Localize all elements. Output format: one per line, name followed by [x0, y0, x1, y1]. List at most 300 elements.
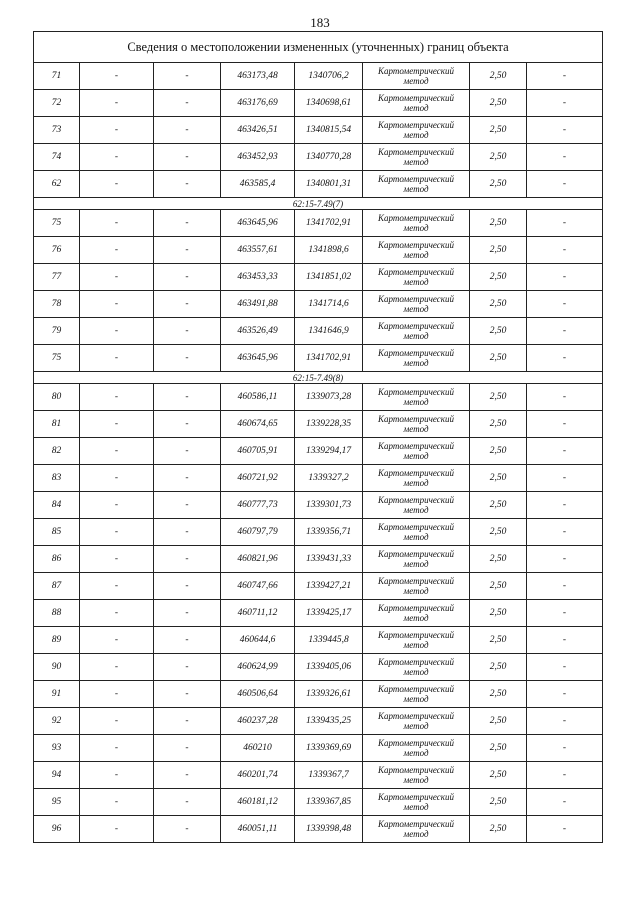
table-row: [34, 762, 603, 789]
accuracy-cell: 2,50: [470, 90, 527, 117]
coordinate-y-cell: 1341702,91: [295, 345, 363, 372]
old-x-cell: -: [80, 681, 154, 708]
method-cell: [363, 318, 470, 345]
method-line-1: Картометрический: [377, 576, 454, 586]
old-x-cell: -: [80, 627, 154, 654]
table-row: [34, 600, 603, 627]
method-cell: [363, 546, 470, 573]
method-cell: [363, 708, 470, 735]
method-line-2: метод: [403, 277, 429, 287]
old-x-cell: -: [80, 816, 154, 843]
point-number-cell: 85: [34, 519, 80, 546]
method-line-2: метод: [403, 358, 429, 368]
point-number-cell: 91: [34, 681, 80, 708]
accuracy-cell: 2,50: [470, 291, 527, 318]
old-y-cell: -: [154, 627, 221, 654]
section-row: [34, 372, 603, 384]
accuracy-cell: 2,50: [470, 345, 527, 372]
coordinate-x-cell: 463557,61: [221, 237, 295, 264]
method-line-2: метод: [403, 478, 429, 488]
coordinate-y-cell: 1339435,25: [295, 708, 363, 735]
description-cell: -: [527, 237, 603, 264]
point-number-cell: 72: [34, 90, 80, 117]
old-y-cell: -: [154, 264, 221, 291]
coordinate-x-cell: 460721,92: [221, 465, 295, 492]
section-row: [34, 198, 603, 210]
old-x-cell: -: [80, 546, 154, 573]
method-line-1: Картометрический: [377, 240, 454, 250]
method-cell: [363, 735, 470, 762]
point-number-cell: 79: [34, 318, 80, 345]
accuracy-cell: 2,50: [470, 681, 527, 708]
method-line-1: Картометрический: [377, 441, 454, 451]
point-number-cell: 82: [34, 438, 80, 465]
method-cell: [363, 789, 470, 816]
table-row: [34, 237, 603, 264]
accuracy-cell: 2,50: [470, 411, 527, 438]
table-row: [34, 345, 603, 372]
coordinate-y-cell: 1339398,48: [295, 816, 363, 843]
old-x-cell: -: [80, 318, 154, 345]
point-number-cell: 71: [34, 63, 80, 90]
description-cell: -: [527, 438, 603, 465]
method-line-2: метод: [403, 331, 429, 341]
coordinate-y-cell: 1340770,28: [295, 144, 363, 171]
point-number-cell: 75: [34, 210, 80, 237]
method-line-2: метод: [403, 505, 429, 515]
method-line-1: Картометрический: [377, 522, 454, 532]
method-cell: [363, 264, 470, 291]
old-y-cell: -: [154, 465, 221, 492]
point-number-cell: 76: [34, 237, 80, 264]
description-cell: -: [527, 210, 603, 237]
accuracy-cell: 2,50: [470, 708, 527, 735]
table-title-row: [34, 32, 603, 63]
method-line-1: Картометрический: [377, 348, 454, 358]
method-line-2: метод: [403, 613, 429, 623]
old-x-cell: -: [80, 345, 154, 372]
coordinate-x-cell: 463645,96: [221, 210, 295, 237]
old-x-cell: -: [80, 411, 154, 438]
coordinate-x-cell: 460210: [221, 735, 295, 762]
point-number-cell: 62: [34, 171, 80, 198]
method-line-2: метод: [403, 748, 429, 758]
point-number-cell: 96: [34, 816, 80, 843]
boundary-coordinates-table: [33, 31, 603, 843]
old-x-cell: -: [80, 465, 154, 492]
old-y-cell: -: [154, 171, 221, 198]
method-line-1: Картометрический: [377, 147, 454, 157]
table-row: [34, 627, 603, 654]
coordinate-y-cell: 1340706,2: [295, 63, 363, 90]
table-row: [34, 573, 603, 600]
point-number-cell: 74: [34, 144, 80, 171]
method-line-1: Картометрический: [377, 66, 454, 76]
old-y-cell: -: [154, 708, 221, 735]
accuracy-cell: 2,50: [470, 816, 527, 843]
method-line-2: метод: [403, 424, 429, 434]
description-cell: -: [527, 345, 603, 372]
method-cell: [363, 681, 470, 708]
accuracy-cell: 2,50: [470, 654, 527, 681]
old-y-cell: -: [154, 345, 221, 372]
description-cell: -: [527, 492, 603, 519]
method-cell: [363, 438, 470, 465]
old-x-cell: -: [80, 492, 154, 519]
method-cell: [363, 465, 470, 492]
method-line-2: метод: [403, 532, 429, 542]
old-x-cell: -: [80, 237, 154, 264]
method-line-2: метод: [403, 451, 429, 461]
old-x-cell: -: [80, 438, 154, 465]
description-cell: -: [527, 627, 603, 654]
table-row: [34, 735, 603, 762]
description-cell: -: [527, 546, 603, 573]
coordinate-y-cell: 1339356,71: [295, 519, 363, 546]
accuracy-cell: 2,50: [470, 519, 527, 546]
point-number-cell: 84: [34, 492, 80, 519]
method-line-1: Картометрический: [377, 414, 454, 424]
point-number-cell: 94: [34, 762, 80, 789]
description-cell: -: [527, 465, 603, 492]
table-row: [34, 144, 603, 171]
table-row: [34, 789, 603, 816]
coordinate-x-cell: 460051,11: [221, 816, 295, 843]
description-cell: -: [527, 600, 603, 627]
description-cell: -: [527, 90, 603, 117]
coordinate-x-cell: 460624,99: [221, 654, 295, 681]
coordinate-y-cell: 1339445,8: [295, 627, 363, 654]
method-cell: [363, 492, 470, 519]
table-row: [34, 117, 603, 144]
description-cell: -: [527, 171, 603, 198]
point-number-cell: 90: [34, 654, 80, 681]
table-row: [34, 519, 603, 546]
old-x-cell: -: [80, 762, 154, 789]
coordinate-y-cell: 1339405,06: [295, 654, 363, 681]
method-line-2: метод: [403, 157, 429, 167]
point-number-cell: 83: [34, 465, 80, 492]
method-cell: [363, 144, 470, 171]
description-cell: -: [527, 318, 603, 345]
description-cell: -: [527, 144, 603, 171]
old-y-cell: -: [154, 762, 221, 789]
old-x-cell: -: [80, 735, 154, 762]
old-x-cell: -: [80, 210, 154, 237]
coordinate-x-cell: 460201,74: [221, 762, 295, 789]
method-cell: [363, 291, 470, 318]
coordinate-y-cell: 1340815,54: [295, 117, 363, 144]
table-row: [34, 318, 603, 345]
method-line-2: метод: [403, 103, 429, 113]
point-number-cell: 95: [34, 789, 80, 816]
old-y-cell: -: [154, 600, 221, 627]
method-cell: [363, 654, 470, 681]
method-line-2: метод: [403, 223, 429, 233]
coordinate-y-cell: 1339369,69: [295, 735, 363, 762]
old-y-cell: -: [154, 210, 221, 237]
method-line-2: метод: [403, 130, 429, 140]
old-x-cell: -: [80, 573, 154, 600]
accuracy-cell: 2,50: [470, 63, 527, 90]
point-number-cell: 75: [34, 345, 80, 372]
old-x-cell: -: [80, 171, 154, 198]
description-cell: -: [527, 519, 603, 546]
coordinate-x-cell: 463585,4: [221, 171, 295, 198]
method-cell: [363, 573, 470, 600]
method-line-1: Картометрический: [377, 711, 454, 721]
old-x-cell: -: [80, 789, 154, 816]
section-label: 62:15-7.49(8): [34, 372, 603, 384]
point-number-cell: 81: [34, 411, 80, 438]
accuracy-cell: 2,50: [470, 144, 527, 171]
coordinate-y-cell: 1339367,7: [295, 762, 363, 789]
old-y-cell: -: [154, 237, 221, 264]
method-line-1: Картометрический: [377, 684, 454, 694]
old-x-cell: -: [80, 291, 154, 318]
old-x-cell: -: [80, 654, 154, 681]
old-y-cell: -: [154, 681, 221, 708]
coordinate-x-cell: 460586,11: [221, 384, 295, 411]
method-line-2: метод: [403, 559, 429, 569]
coordinate-x-cell: 460506,64: [221, 681, 295, 708]
table-row: [34, 492, 603, 519]
method-line-2: метод: [403, 304, 429, 314]
table-row: [34, 90, 603, 117]
table-body: [34, 32, 603, 843]
point-number-cell: 89: [34, 627, 80, 654]
coordinate-x-cell: 460797,79: [221, 519, 295, 546]
old-y-cell: -: [154, 546, 221, 573]
coordinate-y-cell: 1341702,91: [295, 210, 363, 237]
method-line-2: метод: [403, 76, 429, 86]
coordinate-x-cell: 463645,96: [221, 345, 295, 372]
accuracy-cell: 2,50: [470, 318, 527, 345]
coordinate-y-cell: 1341646,9: [295, 318, 363, 345]
coordinate-x-cell: 460821,96: [221, 546, 295, 573]
description-cell: -: [527, 264, 603, 291]
method-line-2: метод: [403, 586, 429, 596]
old-x-cell: -: [80, 519, 154, 546]
coordinate-x-cell: 460237,28: [221, 708, 295, 735]
coordinate-y-cell: 1339301,73: [295, 492, 363, 519]
old-x-cell: -: [80, 600, 154, 627]
coordinate-y-cell: 1339425,17: [295, 600, 363, 627]
method-line-1: Картометрический: [377, 93, 454, 103]
old-x-cell: -: [80, 384, 154, 411]
coordinate-x-cell: 460181,12: [221, 789, 295, 816]
description-cell: -: [527, 735, 603, 762]
method-cell: [363, 90, 470, 117]
old-y-cell: -: [154, 411, 221, 438]
accuracy-cell: 2,50: [470, 384, 527, 411]
old-y-cell: -: [154, 492, 221, 519]
description-cell: -: [527, 762, 603, 789]
point-number-cell: 80: [34, 384, 80, 411]
description-cell: -: [527, 291, 603, 318]
old-y-cell: -: [154, 735, 221, 762]
point-number-cell: 92: [34, 708, 80, 735]
method-line-1: Картометрический: [377, 174, 454, 184]
coordinate-x-cell: 463491,88: [221, 291, 295, 318]
coordinate-x-cell: 463176,69: [221, 90, 295, 117]
coordinate-x-cell: 460747,66: [221, 573, 295, 600]
method-line-2: метод: [403, 667, 429, 677]
accuracy-cell: 2,50: [470, 438, 527, 465]
description-cell: -: [527, 789, 603, 816]
old-y-cell: -: [154, 90, 221, 117]
method-line-1: Картометрический: [377, 213, 454, 223]
coordinate-y-cell: 1339367,85: [295, 789, 363, 816]
old-y-cell: -: [154, 816, 221, 843]
accuracy-cell: 2,50: [470, 492, 527, 519]
coordinate-y-cell: 1341714,6: [295, 291, 363, 318]
old-y-cell: -: [154, 519, 221, 546]
method-line-2: метод: [403, 829, 429, 839]
point-number-cell: 93: [34, 735, 80, 762]
table-row: [34, 546, 603, 573]
old-y-cell: -: [154, 318, 221, 345]
method-line-1: Картометрический: [377, 294, 454, 304]
coordinate-y-cell: 1339427,21: [295, 573, 363, 600]
method-line-1: Картометрический: [377, 495, 454, 505]
table-row: [34, 681, 603, 708]
coordinate-y-cell: 1340801,31: [295, 171, 363, 198]
old-x-cell: -: [80, 90, 154, 117]
coordinate-y-cell: 1339228,35: [295, 411, 363, 438]
old-x-cell: -: [80, 63, 154, 90]
accuracy-cell: 2,50: [470, 735, 527, 762]
table-row: [34, 384, 603, 411]
accuracy-cell: 2,50: [470, 465, 527, 492]
description-cell: -: [527, 681, 603, 708]
method-line-2: метод: [403, 694, 429, 704]
old-y-cell: -: [154, 291, 221, 318]
method-cell: [363, 210, 470, 237]
table-row: [34, 171, 603, 198]
old-y-cell: -: [154, 654, 221, 681]
old-y-cell: -: [154, 384, 221, 411]
old-x-cell: -: [80, 708, 154, 735]
coordinate-y-cell: 1339073,28: [295, 384, 363, 411]
coordinate-y-cell: 1341898,6: [295, 237, 363, 264]
method-cell: [363, 345, 470, 372]
description-cell: -: [527, 816, 603, 843]
method-cell: [363, 627, 470, 654]
method-line-2: метод: [403, 250, 429, 260]
method-line-1: Картометрический: [377, 765, 454, 775]
method-cell: [363, 384, 470, 411]
point-number-cell: 87: [34, 573, 80, 600]
old-x-cell: -: [80, 144, 154, 171]
method-cell: [363, 411, 470, 438]
coordinate-x-cell: 460705,91: [221, 438, 295, 465]
old-y-cell: -: [154, 117, 221, 144]
coordinate-x-cell: 463526,49: [221, 318, 295, 345]
table-row: [34, 411, 603, 438]
point-number-cell: 77: [34, 264, 80, 291]
description-cell: -: [527, 384, 603, 411]
old-y-cell: -: [154, 63, 221, 90]
accuracy-cell: 2,50: [470, 171, 527, 198]
method-cell: [363, 63, 470, 90]
coordinate-y-cell: 1339294,17: [295, 438, 363, 465]
accuracy-cell: 2,50: [470, 762, 527, 789]
method-line-2: метод: [403, 397, 429, 407]
method-line-1: Картометрический: [377, 657, 454, 667]
coordinate-x-cell: 460644,6: [221, 627, 295, 654]
table-row: [34, 63, 603, 90]
coordinate-x-cell: 463426,51: [221, 117, 295, 144]
method-cell: [363, 117, 470, 144]
method-line-2: метод: [403, 721, 429, 731]
old-x-cell: -: [80, 117, 154, 144]
method-line-1: Картометрический: [377, 267, 454, 277]
method-line-1: Картометрический: [377, 819, 454, 829]
method-line-2: метод: [403, 775, 429, 785]
table-row: [34, 264, 603, 291]
method-line-1: Картометрический: [377, 738, 454, 748]
coordinate-x-cell: 460777,73: [221, 492, 295, 519]
method-cell: [363, 600, 470, 627]
description-cell: -: [527, 708, 603, 735]
method-line-1: Картометрический: [377, 792, 454, 802]
page-number: 183: [310, 15, 330, 30]
table-row: [34, 654, 603, 681]
method-cell: [363, 237, 470, 264]
coordinate-x-cell: 463173,48: [221, 63, 295, 90]
old-y-cell: -: [154, 144, 221, 171]
coordinate-y-cell: 1339326,61: [295, 681, 363, 708]
method-cell: [363, 171, 470, 198]
accuracy-cell: 2,50: [470, 237, 527, 264]
coordinate-y-cell: 1339431,33: [295, 546, 363, 573]
accuracy-cell: 2,50: [470, 600, 527, 627]
method-cell: [363, 519, 470, 546]
section-label: 62:15-7.49(7): [34, 198, 603, 210]
method-line-1: Картометрический: [377, 387, 454, 397]
coordinate-x-cell: 463453,33: [221, 264, 295, 291]
point-number-cell: 86: [34, 546, 80, 573]
description-cell: -: [527, 117, 603, 144]
method-line-2: метод: [403, 802, 429, 812]
coordinate-x-cell: 463452,93: [221, 144, 295, 171]
method-cell: [363, 762, 470, 789]
table-row: [34, 465, 603, 492]
old-y-cell: -: [154, 789, 221, 816]
table-row: [34, 708, 603, 735]
method-line-2: метод: [403, 640, 429, 650]
description-cell: -: [527, 573, 603, 600]
coordinate-x-cell: 460674,65: [221, 411, 295, 438]
method-line-1: Картометрический: [377, 321, 454, 331]
description-cell: -: [527, 63, 603, 90]
method-line-1: Картометрический: [377, 549, 454, 559]
method-line-1: Картометрический: [377, 603, 454, 613]
table-row: [34, 210, 603, 237]
coordinate-y-cell: 1340698,61: [295, 90, 363, 117]
point-number-cell: 73: [34, 117, 80, 144]
accuracy-cell: 2,50: [470, 627, 527, 654]
accuracy-cell: 2,50: [470, 210, 527, 237]
old-y-cell: -: [154, 573, 221, 600]
table-row: [34, 438, 603, 465]
table-title: Сведения о местоположении измененных (уточненных) границ объекта: [34, 32, 603, 63]
coordinate-y-cell: 1341851,02: [295, 264, 363, 291]
accuracy-cell: 2,50: [470, 264, 527, 291]
point-number-cell: 88: [34, 600, 80, 627]
method-line-1: Картометрический: [377, 468, 454, 478]
